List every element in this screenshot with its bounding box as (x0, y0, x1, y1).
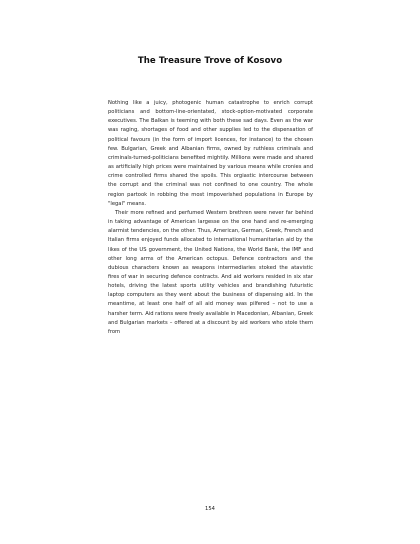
page-title: The Treasure Trove of Kosovo (137, 56, 283, 66)
paragraph: Nothing like a juicy, photogenic human catastrophe to enrich corrupt politicians and bottom-line-orientated, stock-option-motivated corporate executives. The Balkan is teeming with both these sad days. Even as the war was raging, shortages of food and other supplies led to the dispensation of political favours (in the form of import licences, for instance) to the chosen few. Bulgarian, Greek and Albanian firms, owned by ruthless criminals and criminals-turned-politicians benefited mightily. Millions were made and shared as artificially high prices were maintained by various means while cronies and crime controlled firms shared the spoils. This orgiastic intercourse between the corrupt and the criminal was not confined to one country. The whole region partook in robbing the most impoverished populations in Europe by "legal" means. (108, 100, 313, 207)
body-text (108, 99, 313, 337)
page-number: 154 (205, 506, 215, 512)
paragraph: Their more refined and perfumed Western brethren were never far behind in taking advantage of American largesse on the one hand and re-emerging alarmist tendencies, on the other. Thus, American, German, Greek, French and Italian firms enjoyed funds allocated to international humanitarian aid by the likes of the US government, the United Nations, the World Bank, the IMF and other long arms of the American octopus. Defence contractors and the dubious characters known as weapons intermediaries stoked the atavistic fires of war in securing defence contracts. And aid workers resided in six star hotels, driving the latest sports utility vehicles and brandishing futuristic laptop computers as they went about the business of dispensing aid. In the meantime, at least one half of all aid money was pilfered – not to use a harsher term. Aid rations were freely available in Macedonian, Albanian, Greek and Bulgarian markets – offered at a discount by aid workers who stole them from (108, 209, 313, 335)
